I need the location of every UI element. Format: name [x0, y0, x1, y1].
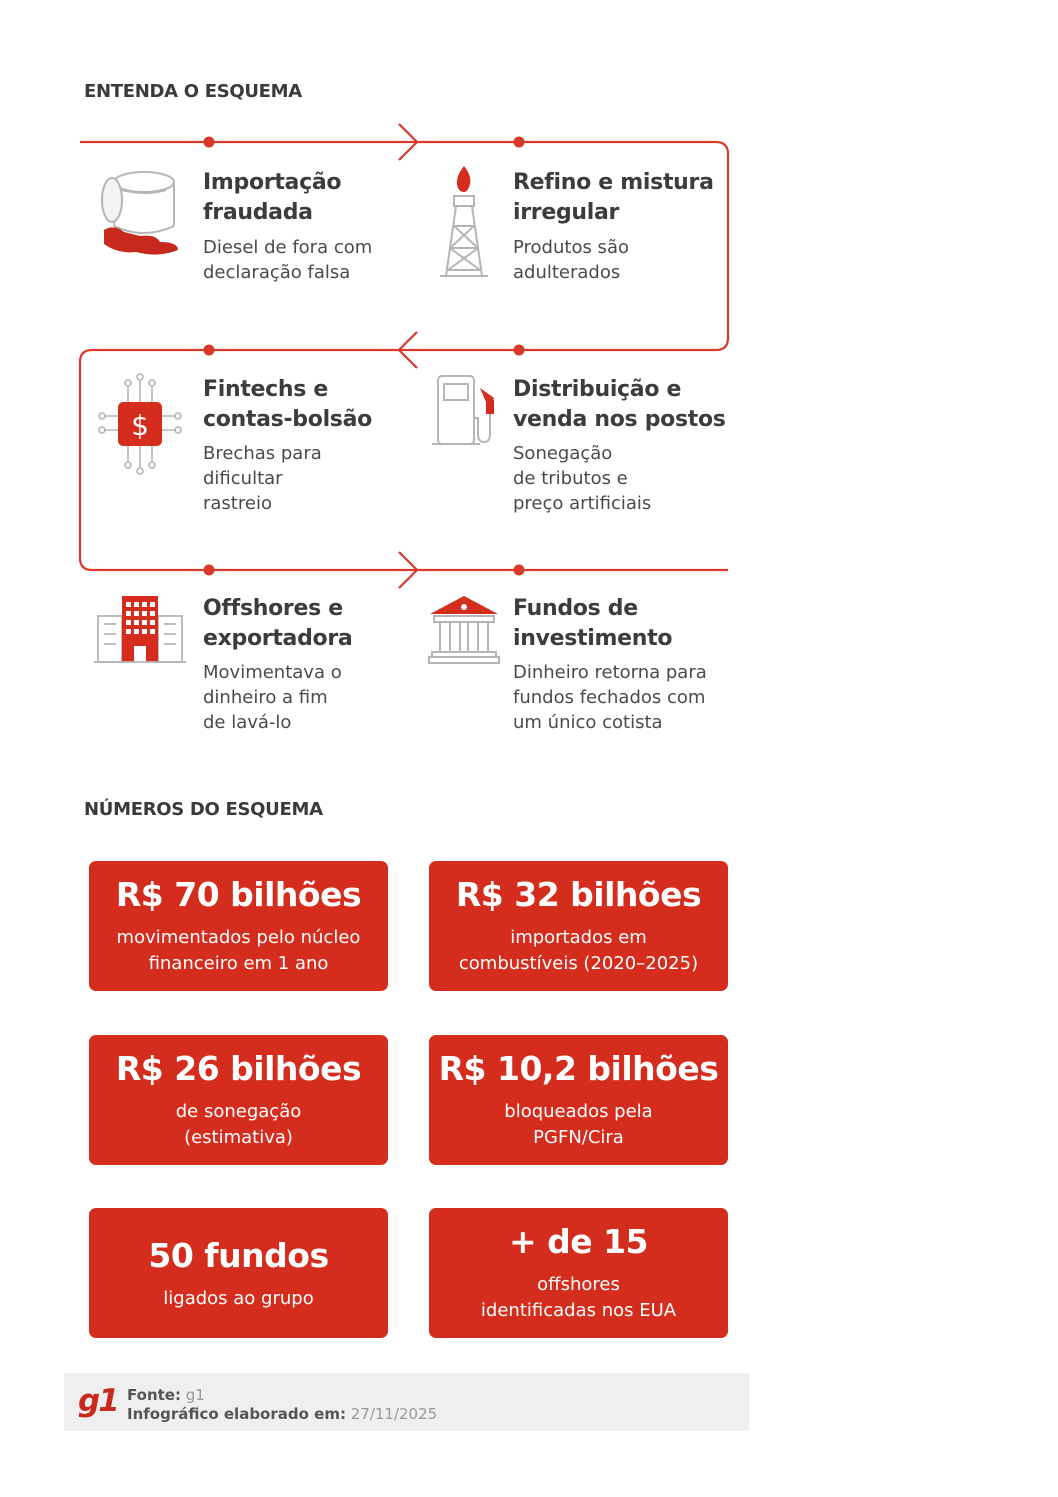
step-title-offshores: Offshores e exportadora	[203, 596, 353, 651]
stat-value: R$ 26 bilhões	[115, 1049, 362, 1088]
step-title-importacao: Importação fraudada	[203, 170, 342, 225]
stat-value: 50 fundos	[148, 1236, 329, 1275]
section-title-entenda: ENTENDA O ESQUEMA	[84, 81, 302, 102]
section-title-numeros: NÚMEROS DO ESQUEMA	[84, 799, 323, 820]
stat-value: R$ 32 bilhões	[455, 875, 702, 914]
stat-card	[89, 861, 388, 991]
step-desc-distribuicao: Sonegação de tributos e preço artificiais	[513, 443, 652, 514]
step-desc-fintechs: Brechas para dificultar rastreio	[203, 443, 322, 514]
pipe-leak-icon	[96, 166, 184, 266]
svg-text:$: $	[131, 409, 149, 442]
step-title-refino: Refino e mistura irregular	[513, 170, 714, 225]
step-desc-fundos: Dinheiro retorna para fundos fechados com um único cotista	[513, 662, 707, 733]
step-dot-5	[204, 565, 215, 576]
stat-desc: offshores identificadas nos EUA	[480, 1274, 677, 1321]
step-desc-importacao: Diesel de fora com declaração falsa	[203, 237, 373, 283]
g1-logo: g1	[78, 1383, 118, 1419]
step-dot-1	[204, 137, 215, 148]
stat-card	[429, 861, 728, 991]
footer-source-value: g1	[185, 1386, 205, 1404]
bank-building-icon	[428, 594, 500, 670]
stat-desc: importados em combustíveis (2020–2025)	[458, 927, 699, 974]
step-title-fundos: Fundos de investimento	[513, 596, 673, 651]
step-dot-6	[514, 565, 525, 576]
fuel-pump-icon	[430, 372, 502, 452]
stat-desc: de sonegação (estimativa)	[175, 1101, 302, 1148]
step-dot-3	[204, 345, 215, 356]
footer-date	[127, 1405, 437, 1423]
footer-source-label: Fonte:	[127, 1386, 181, 1404]
stat-card	[89, 1208, 388, 1338]
step-desc-refino: Produtos são adulterados	[513, 237, 629, 283]
step-dot-4	[514, 345, 525, 356]
stat-value: R$ 10,2 bilhões	[438, 1049, 719, 1088]
step-dot-2	[514, 137, 525, 148]
stat-value: + de 15	[508, 1222, 649, 1261]
stat-value: R$ 70 bilhões	[115, 875, 362, 914]
stat-card	[429, 1208, 728, 1338]
stat-desc: movimentados pelo núcleo financeiro em 1 ano	[116, 927, 361, 974]
footer-date-value: 27/11/2025	[350, 1405, 438, 1423]
step-title-fintechs: Fintechs e contas-bolsão	[203, 377, 372, 432]
oil-rig-flame-icon	[436, 164, 492, 286]
stat-desc: bloqueados pela PGFN/Cira	[504, 1101, 653, 1148]
stat-card	[429, 1035, 728, 1165]
step-desc-offshores: Movimentava o dinheiro a fim de lavá-lo	[203, 662, 342, 733]
step-title-distribuicao: Distribuição e venda nos postos	[513, 377, 726, 432]
footer-date-label: Infográfico elaborado em:	[127, 1405, 346, 1423]
stat-card	[89, 1035, 388, 1165]
stat-desc: ligados ao grupo	[163, 1288, 314, 1309]
fintech-dollar-chip-icon	[98, 372, 184, 480]
footer-source	[127, 1386, 205, 1404]
office-buildings-icon	[94, 594, 186, 670]
